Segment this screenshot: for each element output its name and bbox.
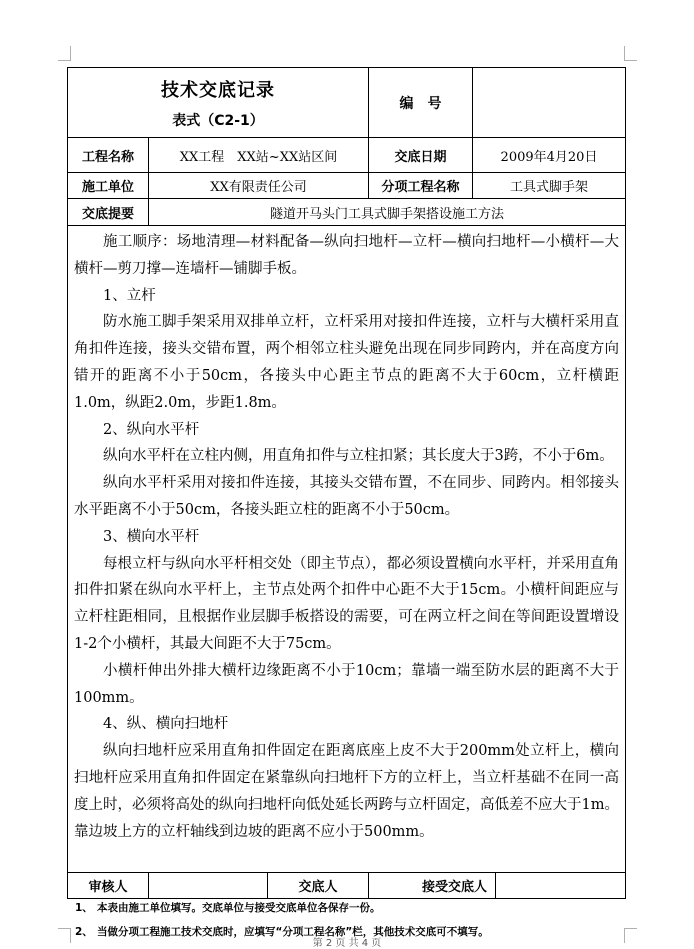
date-label: 交底日期 [369,138,473,173]
content-body [68,226,625,845]
construction-unit-value[interactable]: XX有限责任公司 [149,173,369,199]
content-paragraph: 纵向扫地杆应采用直角扣件固定在距离底座上皮不大于200mm处立杆上，横向扫地杆应采用直角扣件固定在紧靠纵向扫地杆下方的立杆上，当立杆基础不在同一高度上时，必须将高处的纵向扫地杆向低处延长两跨与立杆固定，高低差不应大于1m。靠边坡上方的立杆轴线到边坡的距离不应小于500mm。 [74,743,619,840]
content-paragraph: 每根立杆与纵向水平杆相交处（即主节点），都必须设置横向水平杆，并采用直角扣件扣紧在纵向水平杆上，主节点处两个扣件中心距不大于15cm。小横杆间距应与立杆柱距相同，且根据作业层脚手板搭设的需要，可在两立杆之间在等间距设置增设1-2个小横杆，其最大间距不大于75cm。 [74,555,619,652]
content-paragraph: 防水施工脚手架采用双排单立杆，立杆采用对接扣件连接，立杆与大横杆采用直角扣件连接，接头交错布置，两个相邻立柱头避免出现在同步同跨内，并在高度方向错开的距离不小于50cm，各接头中心距主节点的距离不大于60cm，立杆横距1.0m，纵距2.0m，步距1.8m。 [74,314,619,411]
disclosure-record-table [67,67,626,899]
disclosure-content[interactable] [68,226,626,873]
sub-project-value[interactable]: 工具式脚手架 [473,173,626,199]
note-1: 1、 本表由施工单位填写。交底单位与接受交底单位各保存一份。 [75,902,381,914]
content-paragraph: 1、立杆 [103,287,156,304]
summary-value[interactable]: 隧道开马头门工具式脚手架搭设施工方法 [149,199,626,226]
receiver-value[interactable] [496,873,626,899]
construction-unit-label: 施工单位 [68,173,149,199]
content-paragraph: 纵向水平杆在立柱内侧，用直角扣件与立柱扣紧；其长度大于3跨，不小于6m。 [103,448,614,465]
record-header [68,68,369,138]
reviewer-label: 审核人 [68,873,149,899]
reviewer-value[interactable] [149,873,268,899]
margin-mark-top-left [58,46,71,61]
page-indicator: 第 2 页 共 4 页 [312,938,382,949]
discloser-label: 交底人 [268,873,369,899]
content-paragraph: 施工顺序：场地清理—材料配备—纵向扫地杆—立杆—横向扫地杆—小横杆—大横杆—剪刀撑—连墙杆—铺脚手板。 [74,234,619,277]
content-paragraph: 纵向水平杆采用对接扣件连接，其接头交错布置，不在同步、同跨内。相邻接头水平距离不小于50cm，各接头距立柱的距离不小于50cm。 [74,475,619,518]
sub-project-label: 分项工程名称 [369,173,473,199]
content-paragraph: 3、横向水平杆 [103,528,200,545]
content-paragraph: 4、纵、横向扫地杆 [103,716,229,733]
receiver-label: 接受交底人 [369,873,496,899]
number-value[interactable] [473,68,626,138]
date-value[interactable]: 2009年4月20日 [473,138,626,173]
margin-mark-top-right [624,46,637,61]
project-name-value[interactable]: XX工程 XX站~XX站区间 [149,138,369,173]
number-label: 编 号 [369,68,473,138]
content-paragraph: 小横杆伸出外排大横杆边缘距离不小于10cm；靠墙一端至防水层的距离不大于100mm。 [74,662,619,706]
form-code: 表式（C2-1） [172,112,264,129]
summary-label: 交底提要 [68,199,149,226]
note-2: 2、 当做分项工程施工技术交底时，应填写“分项工程名称”栏，其他技术交底可不填写。 [75,926,489,938]
project-name-label: 工程名称 [68,138,149,173]
content-paragraph: 2、纵向水平杆 [103,421,200,438]
record-title: 技术交底记录 [161,79,275,101]
